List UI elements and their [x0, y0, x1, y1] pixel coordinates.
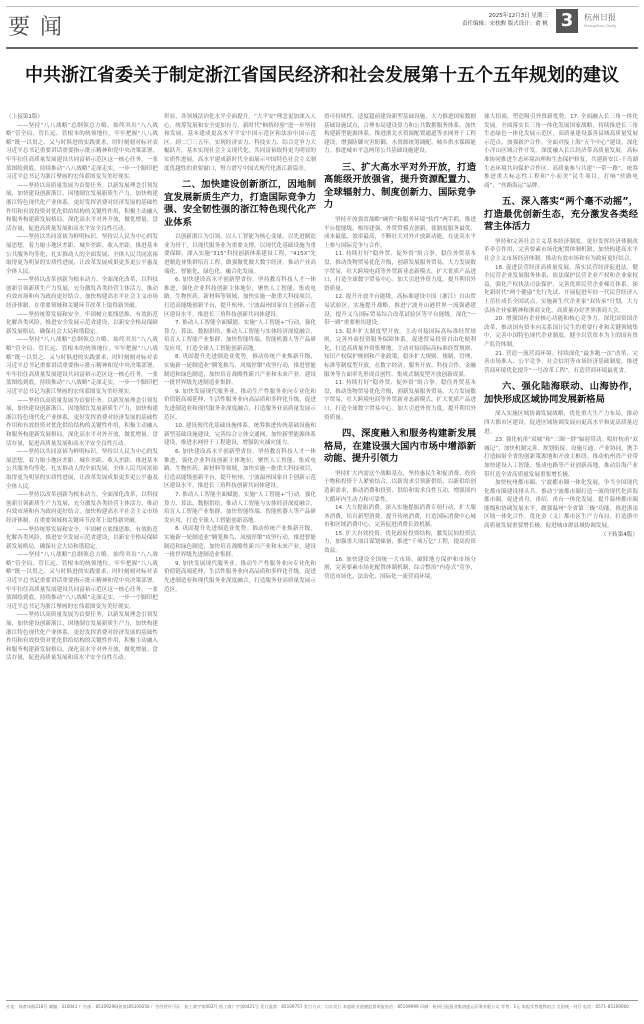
paragraph: ——坚持以高质量发展为首要任务。以新发展理念引领发展，加快建设创新浙江，因地制宜发展新质生产力，加快构建浙江特色现代化产业体系，更好发挥消费对经济发展的基础性作用和有效投资对优化供给结构的关键性作用，积极主动融入和服务构建新发展格局，深化高水平对外开放，做优增量、盘活存量，促进高质量发展和高水平安全良性互动。: [6, 612, 158, 662]
paragraph: 21. 营造一流营商环境。持续深化“最多跑一次”改革，完善市场准入、公平竞争、社会信用等市场经济基础制度，推进营商环境优化提升“一号改革工程”，打造营商环境最优省。: [484, 350, 638, 374]
paragraph: ——坚持“八八战略”总纲领总方略。始终突出“八八战略”管全局、管长远、管根本的统领地位，牢牢把握“八八战略”既一以贯之、又与时俱进的实践要求，时时刻刻对标对表习近平总书记重要讲话重要指示批示精神和党中央决策部署，牢牢扣住高质量发展建设共同富裕示范区这一核心任务，一张蓝图绘到底，持续推动“八八战略”走深走实，一步一个脚印把习近平总书记为浙江擘画的宏伟蓝图变为美好现实。: [6, 122, 158, 181]
continued-on: （下转第4版）: [600, 531, 638, 538]
column-3: [324, 113, 476, 997]
paragraph: ——坚持统筹发展和安全。牢固树立底线思维，有效防范化解各类风险，推进安全发展示范省建设，以新安全格局保障新发展格局，确保社会大局和谐稳定。: [6, 311, 158, 335]
paragraph: 16. 加快建设全国统一大市场。破除地方保护和市场分割，完善要素市场化配置体制机制，综合整治“内卷式”竞争，营造市场化、法治化、国际化一流营商环境。: [324, 556, 476, 580]
paragraph: 18. 促进民营经济高质量发展。落实民营经济促进法，健全民营企业发展服务体系，依法保护民营企业产权和企业家权益，强化产权执法司法保护，完善优质民营企业梯育体系。深化新时代“两个健康”先行先试，开展促进年轻一代民营经济人士茁壮成长全国试点，实施新生代企业家“双传承”计划，大力弘扬企业家精神和浙商文化，高质量办好世界浙商大会。: [484, 264, 638, 314]
footer-imprint: 社址：体育场路218号 邮编：310041 广告部：85109296(传真)85109256 广告经营许可证：杭工商字第002号 杭工商广字第0421号 发行监督：85109757 发行方式：自办发行 本报职业道德监督举报电话：85109999 印刷：杭州日报报业集团盛元印务有限公司 零售：1元 本报零售地铁站点 全国统一刊号 电话：0571-85109000: [6, 1000, 638, 1010]
issue-meta: [462, 12, 548, 28]
logo-en: Hangzhou Daily: [584, 23, 617, 28]
paragraph: 以创新浙江为引领，以人工智能为核心变量，以先进制造业为骨干，以现代服务业为重要支撑，以现代化基础设施为重要保障，深入实施“315”科技创新体系建设工程、“415X”先进制造业集群培育工程，做强做优做大数字经济，推动产业高端化、智能化、绿色化、融合化发展。: [164, 234, 316, 275]
column-4: [484, 113, 638, 997]
paragraph: 8. 巩固提升先进制造业优势。推动传统产业焕新升级，实施新一轮制造业“腾笼换鸟、凤凰涅槃”攻坚行动，推进智能制造和绿色制造，加快培育战略性新兴产业和未来产业，建设一批世界级先进制造业集群。: [164, 354, 316, 387]
paragraph: 球大招商，塑造吸引外资新优势。17. 全面融入长三角一体化发展。全面落实长三角一体化发展国家战略，持续推进长三角生态绿色一体化发展示范区，高质量建设嘉善县域高质量发展示范点。加强新沪合作，全面对接上海“五个中心”建设，深化小洋山区域合作开发。深度融入长江经济带高质量发展，高标准协同推进生态环境治理和生态保护修复，共建新安江-千岛湖生态环境共同保护合作区。高质量参与共建“一带一路”，统筹推进重大标志性工程和“小而美”民生项目，打响“丝路电商”、“丝路海运”品牌。: [484, 114, 638, 189]
paragraph: 11. 持续打好“稳外贸、促外资”组合拳。稳住外贸基本盘，推动货物贸易优化升级，创新发展服务贸易，大力发展数字贸易，壮大跨境电商等外贸新业态新模式，扩大优质产品进口，打造全球数字贸易中心。加大引进外资力度，提升利用外资质量。: [324, 380, 476, 421]
column-2-text: [164, 233, 316, 594]
section-heading-4: 四、深度融入和服务构建新发展格局，在建设强大国内市场中增添新动能、提升引领力: [324, 428, 476, 465]
paragraph: ——坚持“八八战略”总纲领总方略。始终突出“八八战略”管全局、管长远、管根本的统领地位，牢牢把握“八八战略”既一以贯之、又与时俱进的实践要求，时时刻刻对标对表习近平总书记重要讲话重要指示批示精神和党中央决策部署，牢牢扣住高质量发展建设共同富裕示范区这一核心任务，一张蓝图绘到底，持续推动“八八战略”走深走实，一步一个脚印把习近平总书记为浙江擘画的宏伟蓝图变为美好现实。: [6, 552, 158, 610]
section-heading-2: 二、加快建设创新浙江，因地制宜发展新质生产力，打造国际竞争力强、安全韧性强的浙江特色现代化产业体系: [164, 179, 316, 228]
paragraph: 深入实施区域协调发展战略，优化重大生产力布局，推动四大都市区建设，促进区域协调发展向更高水平和更高质量迈进。: [484, 411, 638, 435]
paragraph: 14. 大力提振消费。深入实施提振消费专项行动，扩大服务消费，培育新型消费，提升传统消费，打造国际消费中心城市和区域消费中心，完善促进消费长效机制。: [324, 505, 476, 529]
column-1: [6, 113, 158, 997]
column-3-text-2: [324, 470, 476, 582]
paragraph: 坚持扩大内需这个战略基点，坚持惠民生和促消费、投资于物和投资于人紧密结合，以新需求引领新供给，以新供给创造新需求，推动消费和投资、供给和需求良性互动，增强国内大循环内生动力和可靠性。: [324, 470, 476, 503]
paragraph: 15. 扩大有效投资。优化政府投资结构，激发民间投资活力，加强重大项目谋划储备，推进“千项万亿”工程，提高投资效益。: [324, 530, 476, 555]
paragraph: 12. 提升开放平台能级。高标准建设中国（浙江）自由贸易试验区，实施提升战略，推进宁波舟山港世界一流强港建设，提升义乌国际贸易综合改革试验区等平台能级，深化“一带一路”重要枢纽建设。: [324, 294, 476, 327]
paragraph: 20. 增强国有企业核心功能和核心竞争力。深化国资国企改革，推动国有资本向关系国计民生的重要行业和关键领域集中，完善中国特色现代企业制度，健全以管资本为主的国有资产监管体制。: [484, 316, 638, 348]
section-heading-6: 六、强化陆海联动、山海协作，加快形成区域协同发展新格局: [484, 381, 638, 405]
continued-from: （上接第1版）: [6, 114, 44, 120]
section-name: 要闻: [8, 15, 73, 40]
top-rule: [6, 6, 638, 7]
paragraph: 9. 加快发展现代服务业。推动生产性服务业向专业化和价值链高端延伸，生活性服务业向高品质和多样化升级，促进先进制造业和现代服务业深度融合，打造服务业高质量发展示范区。: [164, 560, 316, 593]
column-3-intro: [324, 113, 476, 156]
paragraph: 13. 稳步扩大制度型开放。主动对接国际高标准经贸规则，完善外商投资服务保障体系，促进贸易投资自由化便利化，打造高质量外资集聚地。主动对接国际高标准经贸规则、知识产权保护规则和产业政策，稳步扩大规则、规制、管理、标准等制度型开放，在数字经济、服务开放、科技合作、金融服务等方面率先形成首创性、集成式制度型开放创新成果。: [324, 328, 476, 378]
column-4-text: [484, 238, 638, 376]
column-2: [164, 113, 316, 997]
paragraph: 10. 建设现代化基础设施体系。统筹推进传统基础设施和新型基础设施建设，完善综合立体交通网，加快新型能源体系建设，推进水网骨干工程建设，增强防灾减灾能力。: [164, 423, 316, 447]
editors: 责任编辑：宋枕醒 版式设计：俞 帆: [462, 21, 548, 27]
paragraph: ——坚持统筹发展和安全。牢固树立底线思维，有效防范化解各类风险，推进安全发展示范省建设，以新安全格局保障新发展格局，确保社会大局和谐稳定。: [6, 526, 158, 550]
column-4-intro: [484, 113, 638, 190]
paragraph: 11. 持续打好“稳外贸、促外资”组合拳。稳住外贸基本盘，推动货物贸易优化升级，创新发展服务贸易，大力发展数字贸易，壮大跨境电商等外贸新业态新模式，扩大优质产品进口，打造全球数字贸易中心。加大引进外资力度，提升利用外资质量。: [324, 251, 476, 292]
column-4-text-2: [484, 410, 638, 530]
paragraph: 8. 巩固提升先进制造业优势。推动传统产业焕新升级，实施新一轮制造业“腾笼换鸟、凤凰涅槃”攻坚行动，推进智能制造和绿色制造，加快培育战略性新兴产业和未来产业，建设一批世界级先进制造业集群。: [164, 526, 316, 559]
paragraph: 彰显，各领域法治化水平全面提升，“大平安”理念更加深入人心，统筹发展和安全更加有力，新时代“枫桥经验”进一步坚持和发展，基本建成更高水平平安中国示范区和法治中国示范区。到二〇三五年，实现经济实力、科技实力、综合竞争力大幅跃升，基本实现社会主义现代化，共同富裕取得更为明显的实质性进展，高水平建成新时代全面展示中国特色社会主义制度优越性的重要窗口，努力谱写中国式现代化浙江新篇章。: [164, 114, 316, 172]
section-heading-5: 五、深入落实“两个毫不动摇”，打造最优创新生态，充分激发各类经营主体活力: [484, 196, 638, 233]
paragraph: ——坚持“八八战略”总纲领总方略。始终突出“八八战略”管全局、管长远、管根本的统领地位，牢牢把握“八八战略”既一以贯之、又与时俱进的实践要求，时时刻刻对标对表习近平总书记重要讲话重要指示批示精神和党中央决策部署，牢牢扣住高质量发展建设共同富裕示范区这一核心任务，一张蓝图绘到底，持续推动“八八战略”走深走实，一步一个脚印把习近平总书记为浙江擘画的宏伟蓝图变为美好现实。: [6, 337, 158, 395]
page-number: 3: [556, 9, 578, 33]
logo-text: 杭州日报: [584, 13, 616, 22]
paragraph: ——坚持以共同富裕为鲜明标识。坚持以人民为中心的发展思想，着力缩小地区差距、城乡差距、收入差距，推进基本公共服务均等化，扎实推动人的全面发展、全体人民共同富裕取得更为明显的实质性进展，让改革发展成果更多更公平惠及全体人民。: [6, 234, 158, 275]
column-1-text: [6, 113, 158, 663]
paragraph: 坚持开放强省战略“硬件”和服务环境“软件”两手抓，推进平台提能级、枢纽建强、外贸贸模式创新，使制度服务最优、成本最低、效率最高，不断壮大对外开放新动能，在更高水平上参与国际竞争与合作。: [324, 216, 476, 249]
paragraph: ——坚持以改革创新为根本动力。全面深化改革，以科技创新引领新质生产力发展，充分激发各类经营主体活力，推动有效市场和有为政府更好结合，加快构建高水平社会主义市场经济体制，在重要领域和关键环节改革上取得新突破。: [6, 277, 158, 310]
paragraph: 9. 加快发展现代服务业。推动生产性服务业向专业化和价值链高端延伸，生活性服务业向高品质和多样化升级，促进先进制造业和现代服务业深度融合，打造服务业高质量发展示范区。: [164, 388, 316, 421]
paragraph: 23. 强化杭甬“双城”和“三圈一群”辐射带动。唱好杭甬“双城记”，加快机制完善、规划衔接、设施互通、产业协同，携手打造辐射全省的创新策源地和开放主枢纽。推动杭州湾产业带加快建设人工智能、集成电路等产业创新高地，推动沿海产业带打造全省高质量发展重要增长极。: [484, 437, 638, 478]
paragraph: 资可持续性。适度超前建设新型基础设施，大力推进国家数据基础设施试点，合理布局建设算力和公共数据服务体系。加快构建新型能源体系，推进浙北水资源配置通道等水网骨干工程建设，增强防御灾害防御、水资源统筹调配、城乡供水保障能力。推进城市平急两用公共基础设施建设。: [324, 114, 476, 155]
paragraph: 加快杭州都市圈、宁波都市圈一体化发展，争当全国现代化都市圈建设排头兵。推动宁波都市圈打造一流的现代化滨海都市圈，促进甬舟、甬绍、甬台一体化发展。提升温州都市圈能级和协调发展水平，做强温州“全省第三极”功能，推进浙南区域一体化合作。优化金（义）都市区生产力布局，打造浙中高质量发展重要增长极，促进城市群县域协调发展。: [484, 480, 638, 530]
headline: 中共浙江省委关于制定浙江省国民经济和社会发展第十五个五年规划的建议: [25, 65, 619, 86]
header-rule: [6, 47, 638, 49]
section-heading-3: 三、扩大高水平对外开放，打造高能级开放强省，提升资源配置力、全球辐射力、制度创新力、国际竞争力: [324, 161, 476, 211]
column-2-intro: [164, 113, 316, 173]
paragraph: 7. 推动人工智能全面赋能。实施“人工智能+”行动，强化算力、算法、数据供给，推动人工智能与实体经济深度融合，培育人工智能产业集群，加快智能终端、智能机器人等产品研发应用，打造全球人工智能创新高地。: [164, 320, 316, 352]
paragraph: 坚持和完善社会主义基本经济制度，更好发挥经济体制改革牵引作用，完善要素市场化配置体制机制，加快构建高水平社会主义市场经济体制，推动有效市场和有为政府更好结合。: [484, 238, 638, 263]
column-3-text: [324, 216, 476, 422]
paragraph: ——坚持以共同富裕为鲜明标识。坚持以人民为中心的发展思想，着力缩小地区差距、城乡差距、收入差距，推进基本公共服务均等化，扎实推动人的全面发展、全体人民共同富裕取得更为明显的实质性进展，让改革发展成果更多更公平惠及全体人民。: [6, 449, 158, 490]
newspaper-logo: [584, 12, 616, 28]
paragraph: ——坚持以高质量发展为首要任务。以新发展理念引领发展，加快建设创新浙江，因地制宜发展新质生产力，加快构建浙江特色现代化产业体系，更好发挥消费对经济发展的基础性作用和有效投资对优化供给结构的关键性作用，积极主动融入和服务构建新发展格局，深化高水平对外开放，做优增量、盘活存量，促进高质量发展和高水平安全良性互动。: [6, 397, 158, 447]
paragraph: 6. 加快建设高水平创新型省份。坚持教育科技人才一体推进，强化企业科技创新主体地位，聚焦人工智能、集成电路、生物医药、新材料等领域，加快实施一批重大科技项目，打造高能级创新平台，提升杭州、宁波温州国家自主创新示范区建设水平，推进长三角科技创新共同体建设。: [164, 449, 316, 490]
paragraph: ——坚持以改革创新为根本动力。全面深化改革，以科技创新引领新质生产力发展，充分激发各类经营主体活力，推动有效市场和有为政府更好结合，加快构建高水平社会主义市场经济体制，在重要领域和关键环节改革上取得新突破。: [6, 492, 158, 524]
issue-date: 2025年12月3日 星期三: [488, 13, 548, 19]
paragraph: ——坚持以高质量发展为首要任务。以新发展理念引领发展，加快建设创新浙江，因地制宜发展新质生产力，加快构建浙江特色现代化产业体系，更好发挥消费对经济发展的基础性作用和有效投资对优化供给结构的关键性作用，积极主动融入和服务构建新发展格局，深化高水平对外开放，做优增量、盘活存量，促进高质量发展和高水平安全良性互动。: [6, 182, 158, 232]
paragraph: 6. 加快建设高水平创新型省份。坚持教育科技人才一体推进，强化企业科技创新主体地位，聚焦人工智能、集成电路、生物医药、新材料等领域，加快实施一批重大科技项目，打造高能级创新平台，提升杭州、宁波温州国家自主创新示范区建设水平，推进长三角科技创新共同体建设。: [164, 277, 316, 318]
paragraph: 7. 推动人工智能全面赋能。实施“人工智能+”行动，强化算力、算法、数据供给，推动人工智能与实体经济深度融合，培育人工智能产业集群，加快智能终端、智能机器人等产品研发应用，打造全球人工智能创新高地。: [164, 491, 316, 524]
